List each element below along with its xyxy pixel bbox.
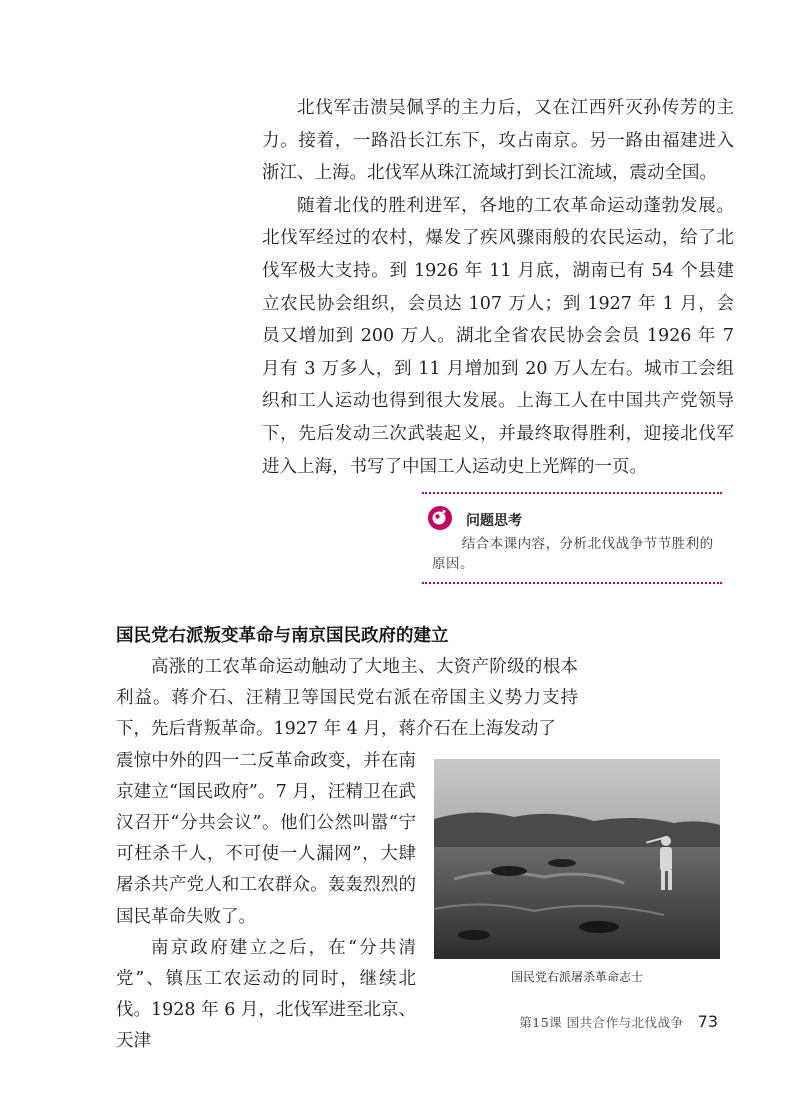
paragraph: 随着北伐的胜利进军，各地的工农革命运动蓬勃发展。北伐军经过的农村，爆发了疾风骤雨般的农民运动，给了北伐军极大支持。到 1926 年 11 月底，湖南已有 54 个县建立农民协会组织，会员达 107 万人；到 1927 年 1 月，会员又增加到 200 万人。湖北全省农民协会会员 1926 年 7 月有 3 万多人，到 11 月增加到 20 万人左右。城市工会组织和工人运动也得到很大发展。上海工人在中国共产党领导下，先后发动三次武装起义，并最终取得胜利，迎接北伐军进入上海，书写了中国工人运动史上光辉的一页。 — [262, 195, 734, 477]
section-heading: 国民党右派叛变革命与南京国民政府的建立 — [116, 626, 449, 646]
paragraph-continued: 震惊中外的四一二反革命政变，并在南京建立“国民政府”。7 月，汪精卫在武汉召开“分共会议”。他们公然叫嚣“宁可枉杀千人，不可使一人漏网”，大肆屠杀共产党人和工农群众。轰轰烈烈的国民革命失败了。 — [116, 750, 416, 927]
page-footer — [519, 1012, 718, 1031]
question-box — [422, 492, 722, 584]
paragraph: 高涨的工农革命运动触动了大地主、大资产阶级的根本利益。蒋介石、汪精卫等国民党右派在帝国主义势力支持下，先后背叛革命。1927 年 4 月，蒋介石在上海发动了 — [116, 657, 578, 740]
historical-photo — [434, 759, 720, 959]
page-number: 73 — [697, 1012, 718, 1031]
paragraph: 南京政府建立之后，在“分共清党”、镇压工农运动的同时，继续北伐。1928 年 6 月，北伐军进至北京、天津 — [116, 937, 416, 1052]
question-box-body: 结合本课内容，分析北伐战争节节胜利的原因。 — [432, 536, 714, 572]
lesson-title: 第15课 国共合作与北伐战争 — [519, 1015, 684, 1030]
intro-text — [262, 92, 734, 483]
question-icon — [426, 504, 454, 532]
photo-illustration — [434, 759, 720, 959]
question-box-title: 问题思考 — [466, 513, 522, 529]
paragraph: 北伐军击溃吴佩孚的主力后，又在江西歼灭孙传芳的主力。接着，一路沿长江东下，攻占南京。另一路由福建进入浙江、上海。北伐军从珠江流域打到长江流域，震动全国。 — [262, 98, 734, 184]
photo-caption: 国民党右派屠杀革命志士 — [510, 970, 643, 984]
